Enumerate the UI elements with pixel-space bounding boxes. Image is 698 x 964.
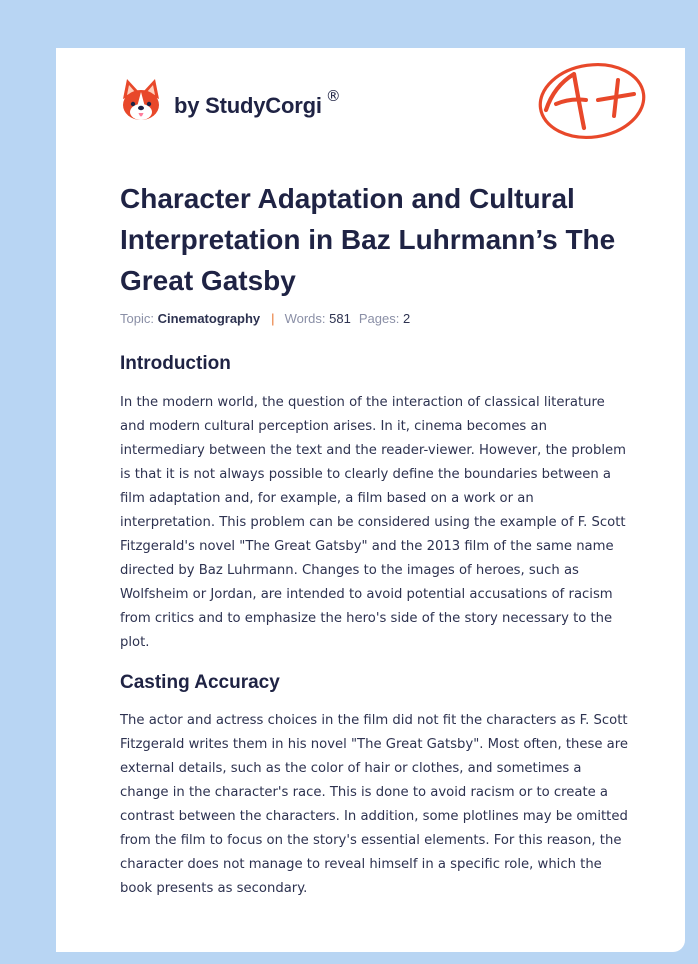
pages-label: Pages: [358,311,400,326]
section-body-casting-accuracy: The actor and actress choices in the film did not fit the characters as F. Scott Fitzgerald writes them in his novel "The Great Gatsby". Most often, these are external details, such as the color of hair or clothes, and sometimes a change in the character's race. This is done to avoid racism or to create a contrast between the characters. In addition, some plotlines may be omitted from the film to focus on the story's essential elements. For this reason, the character does not manage to reveal himself in a specific role, which the book presents as secondary. [120,713,628,896]
section-heading-casting-accuracy: Casting Accuracy [120,672,280,693]
studycorgi-logo[interactable] [120,74,341,126]
meta-separator: | [271,311,275,326]
pages-count: 2 [402,311,411,326]
document-page [56,48,685,952]
topic-label: Topic: [120,311,154,326]
section-body-introduction: In the modern world, the question of the interaction of classical literature and modern cultural perception arises. In it, cinema becomes an intermediary between the text and the reader-viewer. However, the problem is that it is not always possible to clearly define the boundaries between a film adaptation and, for example, a film based on a work or an interpretation. This problem can be considered using the example of F. Scott Fitzgerald's novel "The Great Gatsby" and the 2013 film of the same name directed by Baz Luhrmann. Changes to the images of heroes, such as Wolfsheim or Jordan, are intended to avoid potential accusations of racism from critics and to emphasize the hero's side of the story necessary to the plot. [120,395,626,650]
brand-name: by StudyCorgi ® [174,87,341,118]
registered-mark: ® [325,87,341,105]
corgi-icon [120,77,162,123]
article-title: Character Adaptation and Cultural Interpretation in Baz Luhrmann’s The Great Gatsby [120,183,616,296]
topic-link[interactable]: Cinematography [157,311,261,326]
words-label: Words: [284,311,326,326]
article-meta [120,311,410,326]
a-plus-grade-icon [534,58,650,142]
section-heading-introduction: Introduction [120,353,231,374]
words-count: 581 [329,311,351,326]
